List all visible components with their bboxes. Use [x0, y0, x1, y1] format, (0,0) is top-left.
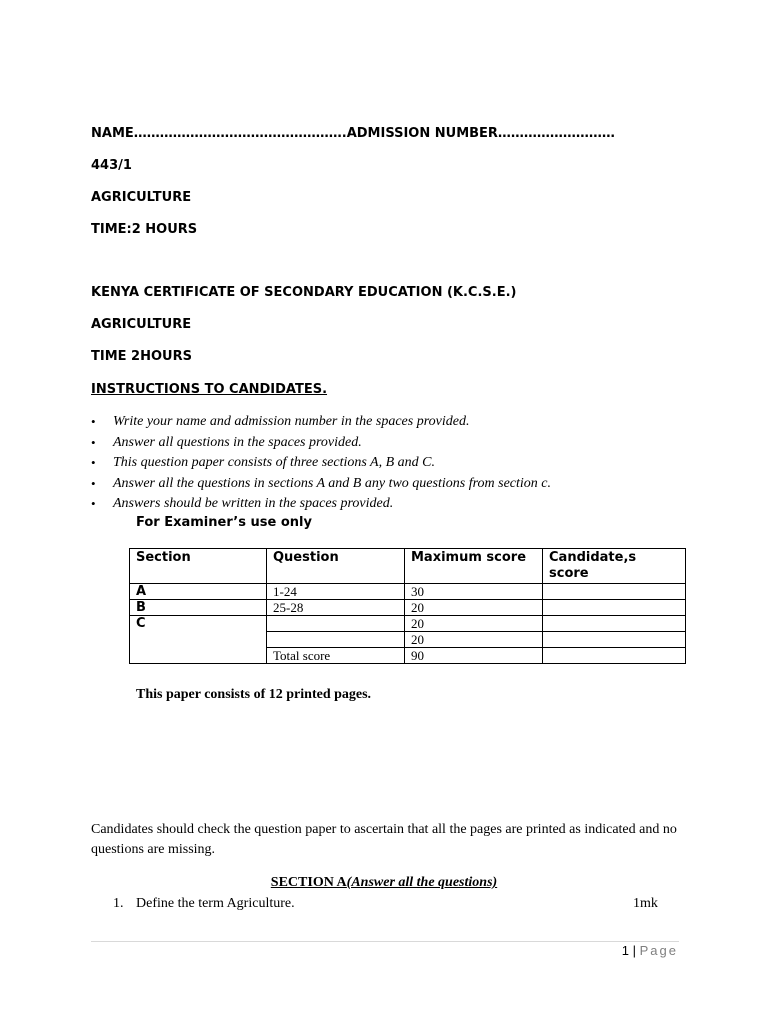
check-note: Candidates should check the question paper to ascertain that all the pages are printed as indicated and no questions are missing.: [91, 822, 677, 857]
footer-divider: [91, 941, 679, 942]
cell-question: [267, 616, 405, 632]
instruction-item: • Write your name and admission number in the spaces provided.: [91, 412, 711, 433]
pages-note: This paper consists of 12 printed pages.: [136, 687, 372, 702]
cell-total-max: 90: [405, 648, 543, 664]
cell-question: 25-28: [267, 600, 405, 616]
header-question: Question: [267, 549, 405, 584]
table-row: [130, 600, 686, 616]
cell-max: 30: [405, 584, 543, 600]
question-text: Define the term Agriculture.: [136, 896, 295, 911]
cell-score[interactable]: [543, 584, 686, 600]
examiner-heading: For Examiner’s use only: [136, 515, 312, 530]
cell-total-label: Total score: [267, 648, 405, 664]
instructions-heading: INSTRUCTIONS TO CANDIDATES.: [91, 382, 328, 397]
table-row: [130, 584, 686, 600]
cell-question: [267, 632, 405, 648]
time-allowed: TIME:2 HOURS: [91, 222, 198, 237]
subject-title: AGRICULTURE: [91, 190, 192, 205]
instructions-list: [91, 412, 711, 515]
page-footer: [622, 943, 678, 958]
header-candidate-score: Candidate,s score: [543, 549, 686, 584]
question-1: [113, 896, 295, 912]
cell-score[interactable]: [543, 616, 686, 632]
cell-section: C: [130, 616, 267, 664]
score-table: [129, 548, 686, 664]
page-number: 1: [621, 943, 629, 958]
cell-score[interactable]: [543, 600, 686, 616]
subject-title-2: AGRICULTURE: [91, 317, 192, 332]
section-a-heading: [0, 875, 768, 891]
instruction-item: • Answer all the questions in sections A and B any two questions from section c.: [91, 474, 711, 495]
cell-total-score[interactable]: [543, 648, 686, 664]
cell-max: 20: [405, 616, 543, 632]
name-admission-line: NAME………………………………………….ADMISSION NUMBER………………………: [91, 126, 615, 141]
instruction-item: • This question paper consists of three sections A, B and C.: [91, 453, 711, 474]
exam-title: KENYA CERTIFICATE OF SECONDARY EDUCATION (K.C.S.E.): [91, 285, 517, 300]
instruction-item: • Answer all questions in the spaces provided.: [91, 433, 711, 454]
cell-question: 1-24: [267, 584, 405, 600]
header-section: Section: [130, 549, 267, 584]
section-a-subtitle: (Answer all the questions): [346, 875, 498, 890]
footer-separator: |: [632, 943, 636, 958]
table-row: [130, 616, 686, 632]
cell-section: B: [130, 600, 267, 616]
section-a-title: SECTION A: [270, 875, 347, 890]
time-allowed-2: TIME 2HOURS: [91, 349, 192, 364]
question-number: 1.: [113, 896, 124, 911]
cell-score[interactable]: [543, 632, 686, 648]
score-table-header: [130, 549, 686, 584]
paper-code: 443/1: [91, 158, 132, 173]
instruction-item: • Answers should be written in the spaces provided.: [91, 494, 711, 515]
cell-max: 20: [405, 632, 543, 648]
header-max-score: Maximum score: [405, 549, 543, 584]
cell-max: 20: [405, 600, 543, 616]
question-marks: 1mk: [633, 896, 658, 911]
page-label: Page: [639, 943, 678, 958]
cell-section: A: [130, 584, 267, 600]
